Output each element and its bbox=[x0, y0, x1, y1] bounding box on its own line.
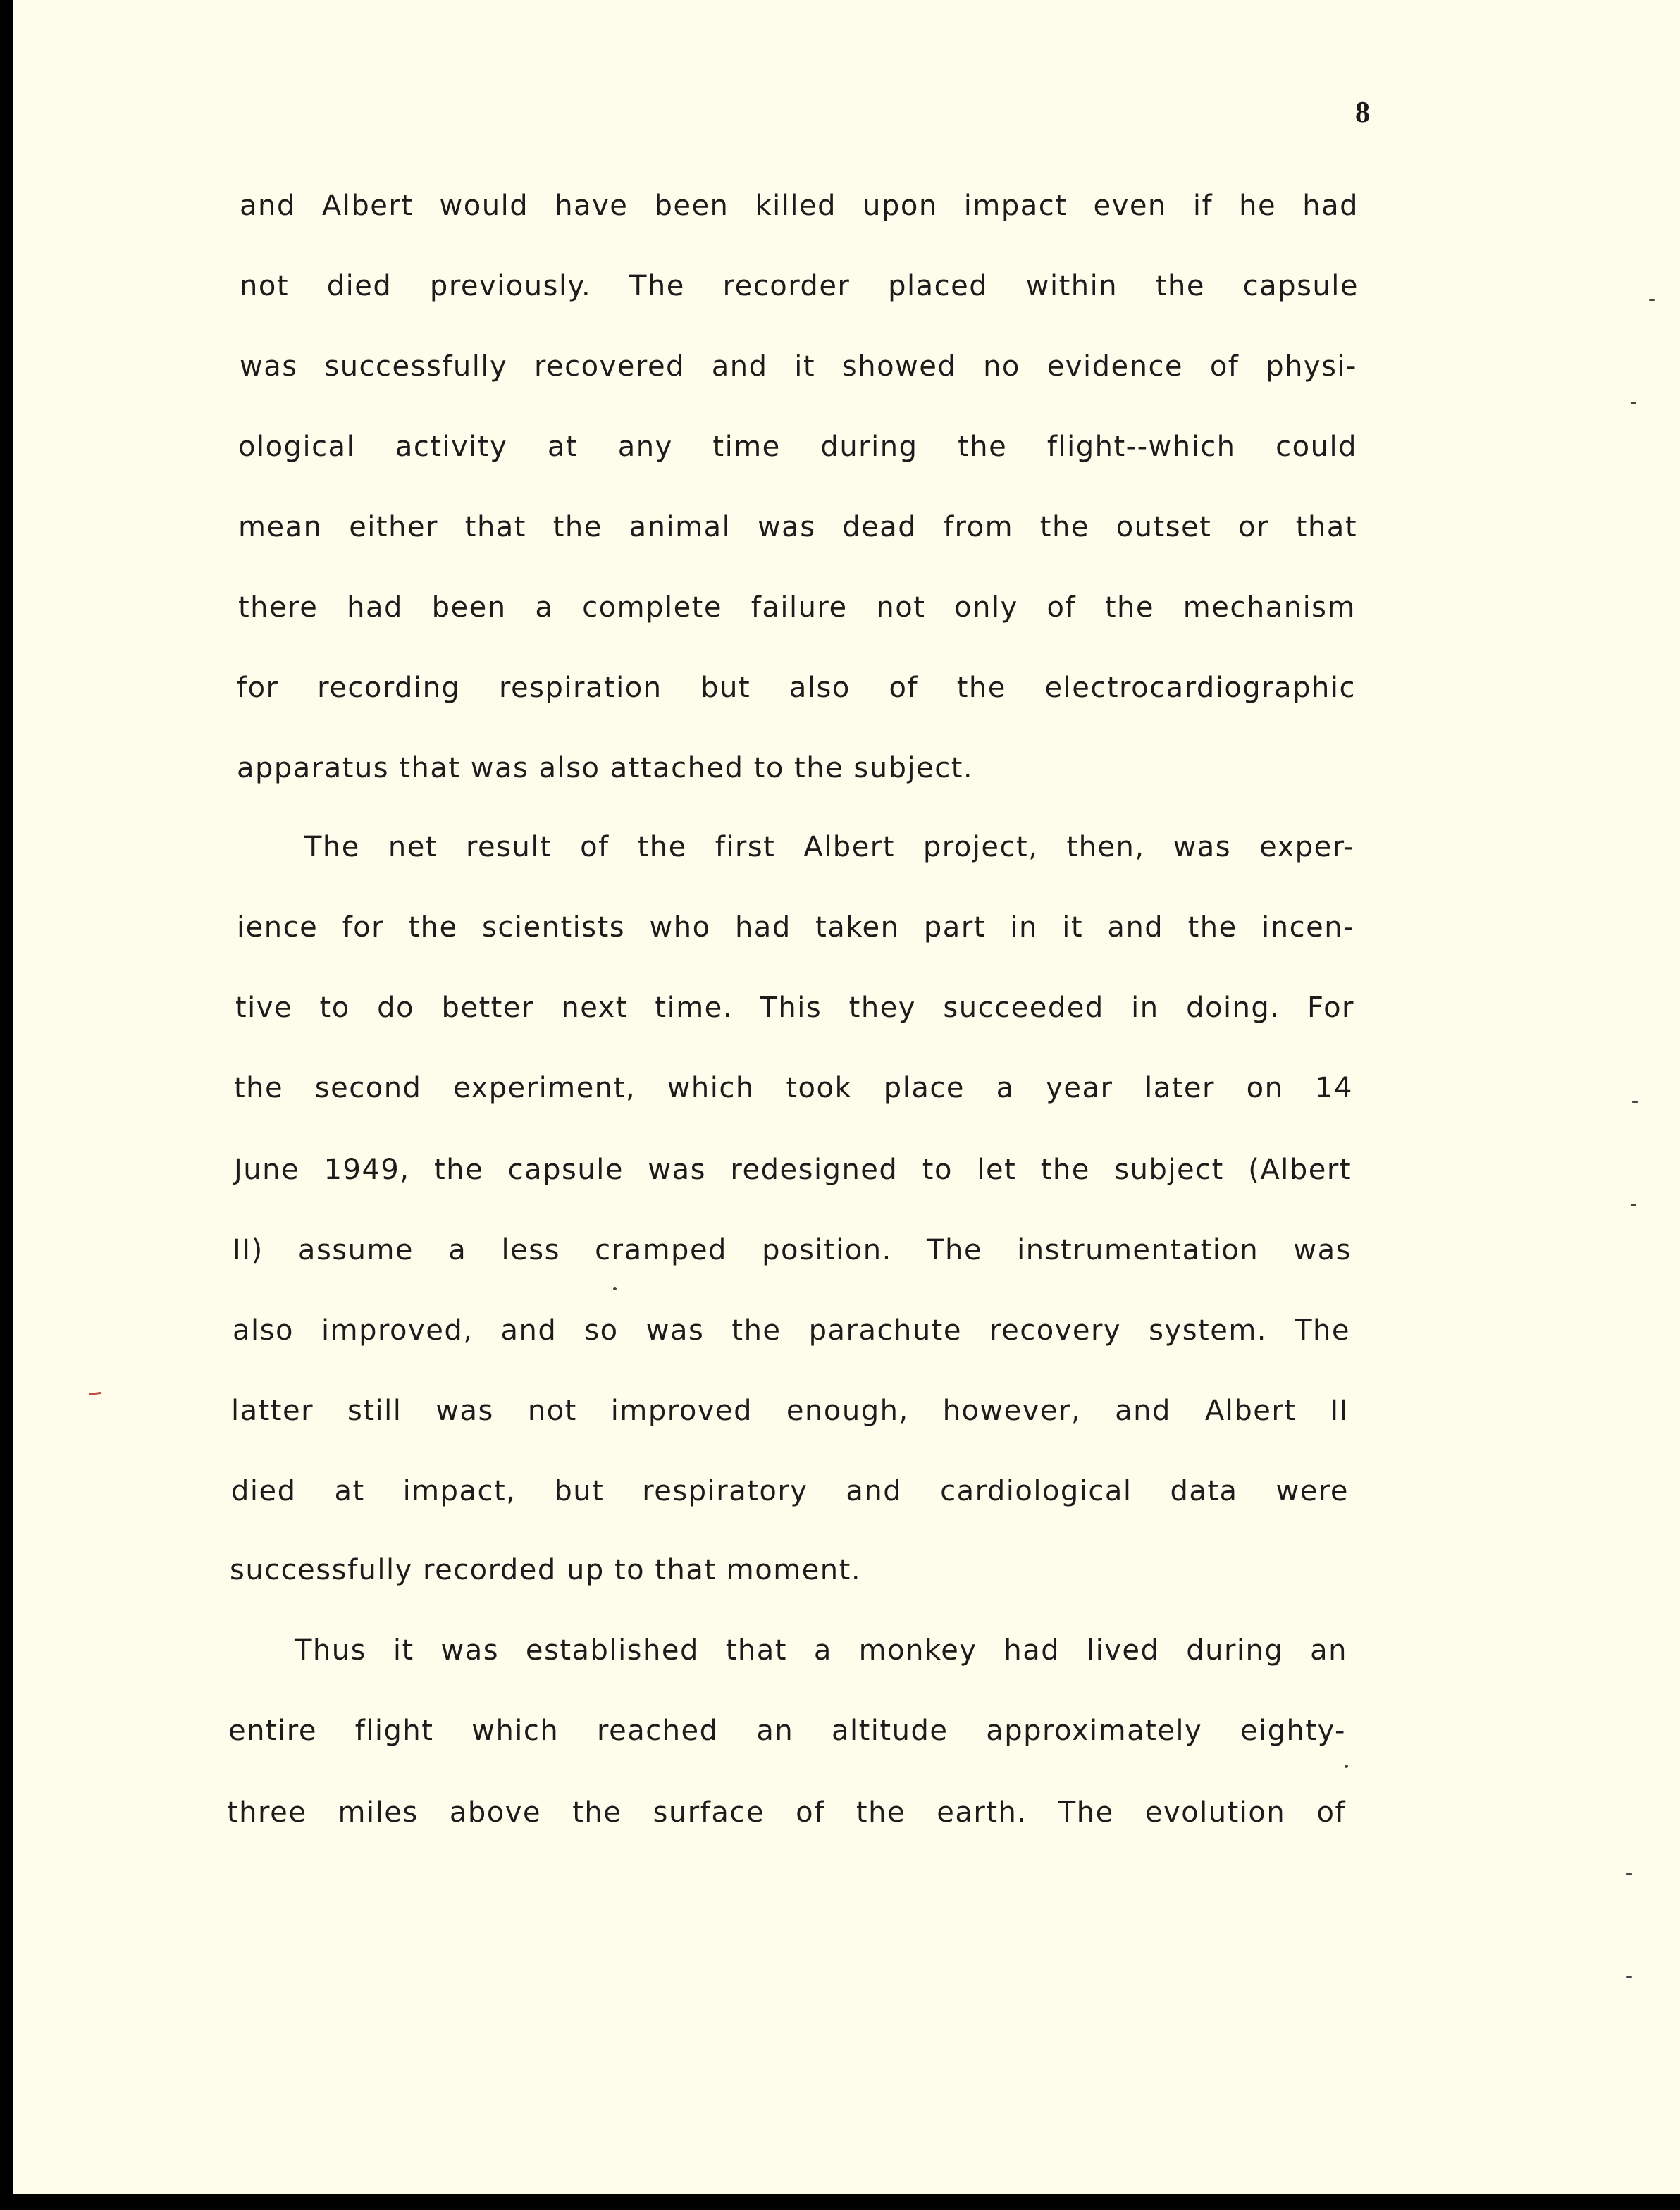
scan-speck bbox=[1345, 1765, 1348, 1768]
text-line-20: entire flight which reached an altitude approximately eighty- bbox=[228, 1715, 1346, 1747]
scan-speck bbox=[613, 1287, 617, 1290]
text-line-1: and Albert would have been killed upon impact even if he had bbox=[240, 190, 1359, 222]
text-line-18: successfully recorded up to that moment. bbox=[230, 1554, 862, 1586]
text-line-9: The net result of the first Albert project, then, was exper- bbox=[304, 831, 1354, 863]
page-number: 8 bbox=[1355, 97, 1370, 129]
paper-sheet bbox=[13, 0, 1680, 2194]
scan-speck bbox=[1626, 1873, 1632, 1875]
scan-speck bbox=[1631, 402, 1636, 404]
red-pencil-mark bbox=[89, 1392, 101, 1395]
text-line-6: there had been a complete failure not only of the mechanism bbox=[238, 591, 1356, 624]
text-line-16: latter still was not improved enough, however, and Albert II bbox=[231, 1395, 1349, 1427]
text-line-17: died at impact, but respiratory and cardiological data were bbox=[231, 1475, 1349, 1507]
text-line-21: three miles above the surface of the earth. The evolution of bbox=[227, 1796, 1346, 1829]
scan-speck bbox=[1649, 299, 1655, 301]
scan-speck bbox=[1626, 1976, 1632, 1978]
text-line-5: mean either that the animal was dead from the outset or that bbox=[238, 511, 1357, 543]
text-line-13: June 1949, the capsule was redesigned to let the subject (Albert bbox=[234, 1154, 1352, 1186]
text-line-12: the second experiment, which took place a year later on 14 bbox=[234, 1072, 1353, 1104]
text-line-2: not died previously. The recorder placed within the capsule bbox=[240, 270, 1359, 302]
text-line-15: also improved, and so was the parachute recovery system. The bbox=[233, 1314, 1350, 1347]
text-line-7: for recording respiration but also of the electrocardiographic bbox=[237, 672, 1356, 704]
text-line-14: II) assume a less cramped position. The instrumentation was bbox=[233, 1234, 1352, 1266]
text-line-11: tive to do better next time. This they succeeded in doing. For bbox=[235, 992, 1354, 1024]
text-line-8: apparatus that was also attached to the subject. bbox=[237, 752, 974, 784]
text-line-10: ience for the scientists who had taken part in it and the incen- bbox=[237, 911, 1354, 944]
text-line-4: ological activity at any time during the flight--which could bbox=[238, 431, 1357, 463]
text-line-19: Thus it was established that a monkey had lived during an bbox=[295, 1634, 1347, 1667]
text-line-3: was successfully recovered and it showed no evidence of physi- bbox=[240, 350, 1357, 383]
scan-speck bbox=[1631, 1204, 1636, 1206]
scan-speck bbox=[1632, 1101, 1638, 1103]
